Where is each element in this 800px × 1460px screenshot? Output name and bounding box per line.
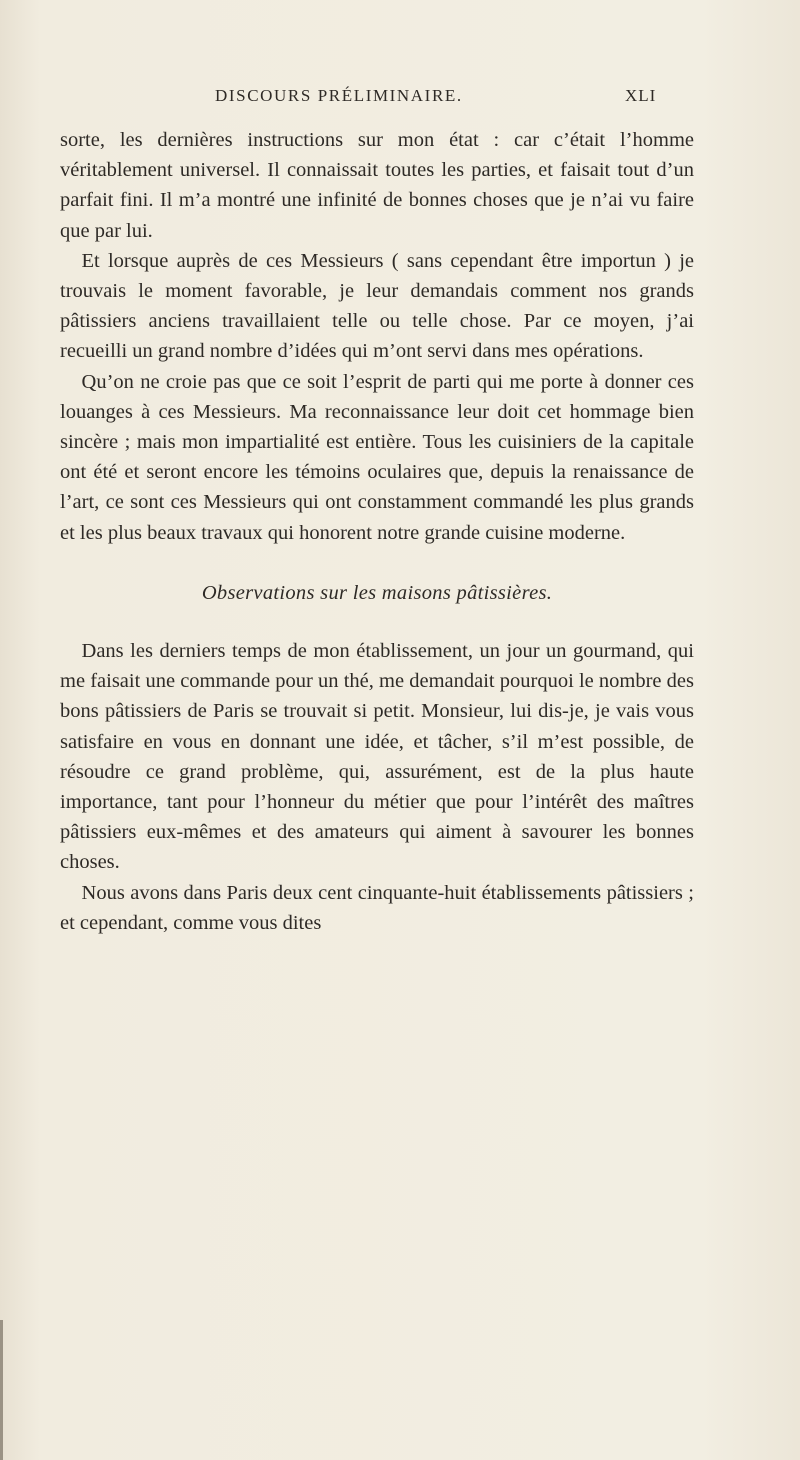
paragraph: Nous avons dans Paris deux cent cinquante-huit établissements pâtissiers ; et cependant, comme vous dites — [60, 881, 694, 934]
binding-edge — [0, 1320, 3, 1460]
body-text — [60, 125, 694, 938]
running-head — [0, 86, 800, 116]
page-number: XLI — [625, 86, 657, 105]
section-heading — [60, 578, 694, 608]
paragraph: Et lorsque auprès de ces Messieurs ( sans cependant être importun ) je trouvais le moment favorable, je leur demandais comment nos grands pâtissiers anciens travaillaient telle ou telle chose. Par ce moyen, j’ai recueilli un grand nombre d’idées qui m’ont servi dans mes opérations. — [60, 249, 694, 363]
running-title: DISCOURS PRÉLIMINAIRE. — [215, 86, 463, 105]
paragraph: sorte, les dernières instructions sur mon état : car c’était l’homme véritablement universel. Il connaissait toutes les parties, et faisait tout d’un parfait fini. Il m’a montré une infinité de bonnes choses que je n’ai vu faire que par lui. — [60, 129, 694, 242]
section-heading-text: Observations sur les maisons pâtissières. — [201, 581, 553, 604]
paragraph: Qu’on ne croie pas que ce soit l’esprit de parti qui me porte à donner ces louanges à ces Messieurs. Ma reconnaissance leur doit cet hommage bien sincère ; mais mon impartialité est entière. Tous les cuisiniers de la capitale ont été et seront encore les témoins oculaires que, depuis la renaissance de l’art, ce sont ces Messieurs qui ont constamment commandé les plus grands et les plus beaux travaux qui honorent notre grande cuisine moderne. — [60, 370, 694, 544]
paragraph: Dans les derniers temps de mon établissement, un jour un gourmand, qui me faisait une commande pour un thé, me demandait pourquoi le nombre des bons pâtissiers de Paris se trouvait si petit. Monsieur, lui dis-je, je vais vous satisfaire en vous en donnant une idée, et tâcher, s’il m’est possible, de résoudre ce grand problème, qui, assurément, est de la plus haute importance, tant pour l’honneur du métier que pour l’intérêt des maîtres pâtissiers eux-mêmes et des amateurs qui aiment à savourer les bonnes choses. — [60, 640, 694, 874]
